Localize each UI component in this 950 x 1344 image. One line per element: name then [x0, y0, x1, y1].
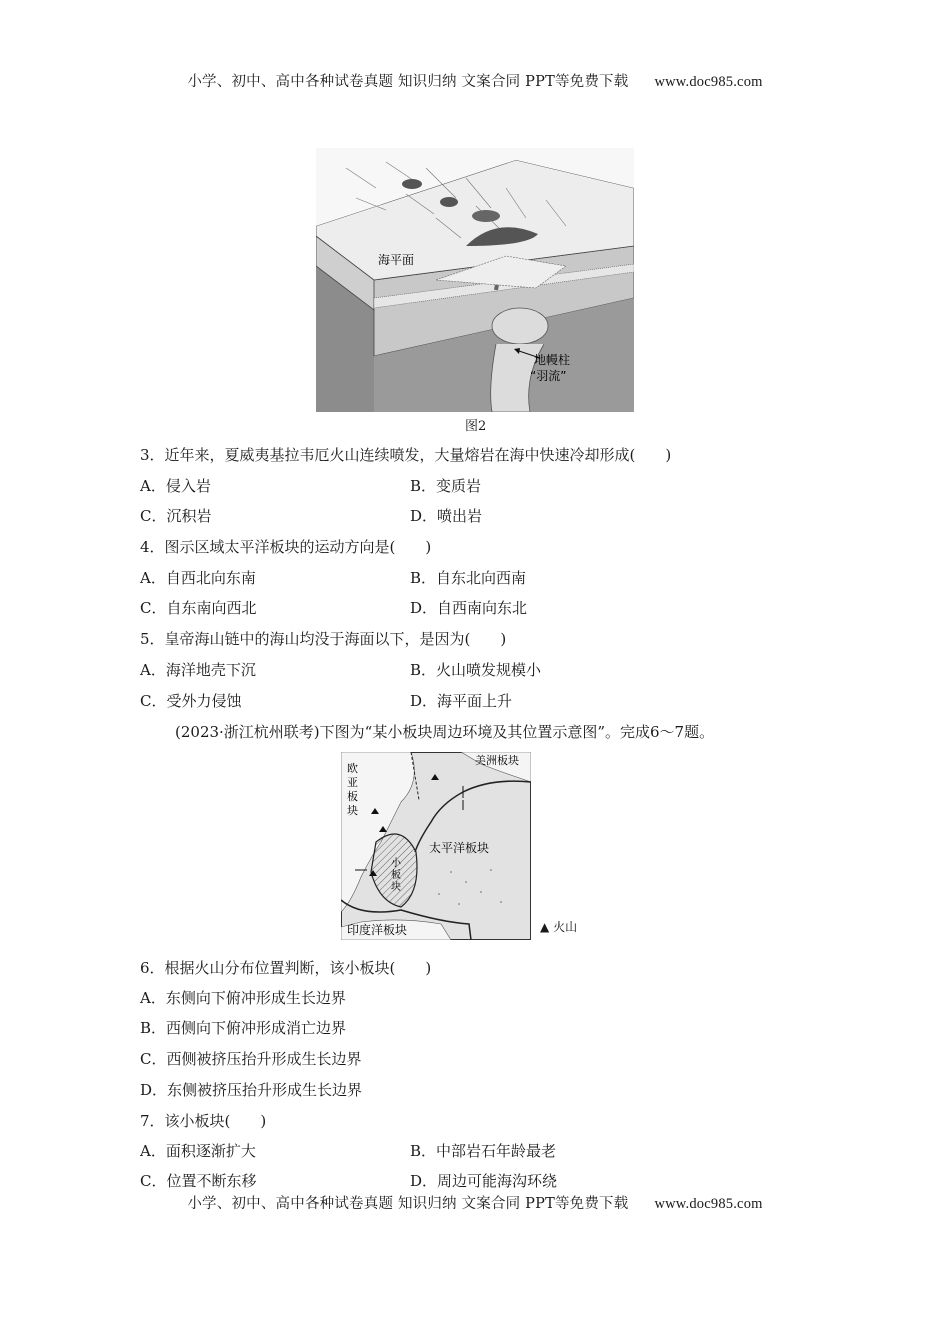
question-stem: 3．近年来，夏威夷基拉韦厄火山连续喷发，大量熔岩在海中快速冷却形成( ) [140, 446, 672, 464]
option: A．自西北向东南 [140, 569, 256, 587]
figure-caption: 图2 [465, 419, 487, 434]
plate-map [341, 752, 531, 940]
option: B．西侧向下俯冲形成消亡边界 [140, 1019, 347, 1037]
question-stem: 7．该小板块( ) [140, 1112, 267, 1130]
sea-level-label: 海平面 [378, 253, 415, 267]
plume-label-2: “羽流” [530, 369, 567, 383]
option: C．自东南向西北 [140, 599, 257, 617]
small-plate-label-2: 板 [391, 870, 401, 881]
option: C．受外力侵蚀 [140, 692, 242, 710]
option: D．喷出岩 [410, 507, 483, 525]
page-header [0, 70, 950, 91]
indian-label: 印度洋板块 [347, 923, 408, 937]
legend-volcano-label: 火山 [553, 920, 578, 934]
option: B．变质岩 [410, 477, 482, 495]
plume-label-1: 地幔柱 [534, 353, 571, 367]
header-text: 小学、初中、高中各种试卷真题 知识归纳 文案合同 PPT等免费下载 [187, 74, 629, 90]
option: D．东侧被挤压抬升形成生长边界 [140, 1081, 363, 1099]
eurasia-label-3: 板 [347, 790, 358, 803]
option: A．面积逐渐扩大 [140, 1142, 256, 1160]
option: A．东侧向下俯冲形成生长边界 [140, 989, 346, 1007]
eurasia-label-4: 块 [347, 804, 358, 817]
footer-text: 小学、初中、高中各种试卷真题 知识归纳 文案合同 PPT等免费下载 [187, 1196, 629, 1212]
eurasia-label-1: 欧 [347, 762, 358, 775]
footer-url[interactable]: www.doc985.com [654, 1196, 763, 1212]
hotspot-block-diagram [316, 148, 634, 412]
eurasia-label-2: 亚 [347, 776, 358, 789]
option: B．自东北向西南 [410, 569, 527, 587]
option: A．侵入岩 [140, 477, 211, 495]
question-stem: 6．根据火山分布位置判断，该小板块( ) [140, 959, 432, 977]
section-intro: (2023·浙江杭州联考)下图为“某小板块周边环境及其位置示意图”。完成6～7题。 [175, 723, 715, 741]
option: D．周边可能海沟环绕 [410, 1172, 558, 1190]
header-url[interactable]: www.doc985.com [654, 74, 763, 90]
option: B．火山喷发规模小 [410, 661, 542, 679]
small-plate-label-3: 块 [391, 882, 401, 893]
option: C．沉积岩 [140, 507, 212, 525]
small-plate-label-1: 小 [391, 858, 401, 869]
option: C．西侧被挤压抬升形成生长边界 [140, 1050, 362, 1068]
question-stem: 4．图示区域太平洋板块的运动方向是( ) [140, 538, 432, 556]
option: A．海洋地壳下沉 [140, 661, 256, 679]
pacific-label: 太平洋板块 [429, 841, 490, 855]
question-stem: 5．皇帝海山链中的海山均没于海面以下，是因为( ) [140, 630, 507, 648]
volcano-icon: ▲ [540, 920, 550, 934]
america-label: 美洲板块 [475, 754, 519, 767]
option: C．位置不断东移 [140, 1172, 257, 1190]
option: D．海平面上升 [410, 692, 513, 710]
option: B．中部岩石年龄最老 [410, 1142, 557, 1160]
page-footer [0, 1192, 950, 1213]
option: D．自西南向东北 [410, 599, 528, 617]
map-legend [540, 918, 577, 935]
